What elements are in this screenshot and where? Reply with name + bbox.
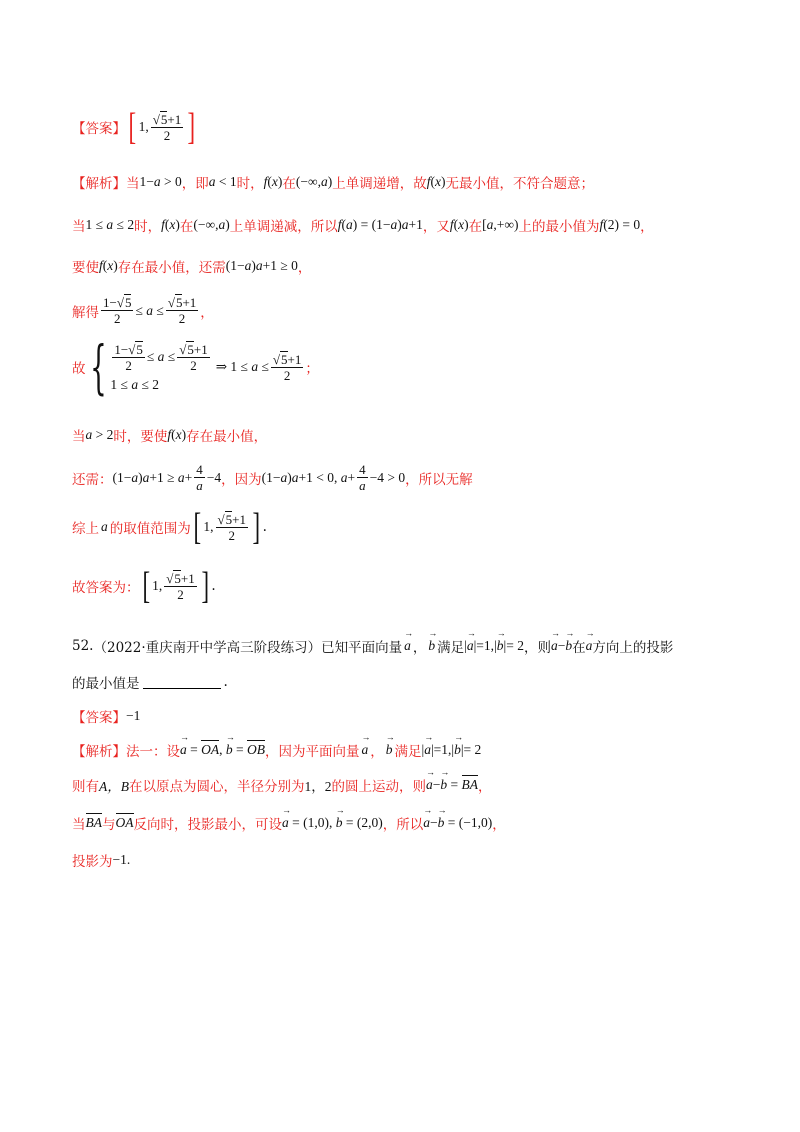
q52-analysis-line-1: 【解析】 法一：设 → a = OA, → b = OB ，因为平面向量 → a ， → b 满足 |→ a|=1,|→ b|= 2 [72, 740, 481, 760]
answer-value: −1 [126, 708, 141, 723]
q52-answer-line: 【答案】 −1 [72, 708, 141, 726]
q51-analysis-line-5: 故 { $\frac{1-√5}{2}$ ≤ a ≤ $\frac{√5+1}{2}$ 1 ≤ a ≤ 2 ⇒ 1 ≤ a ≤ $\frac{√5+1}{2}$ ； [72, 333, 319, 401]
q52-analysis-line-3: 当 BA 与 OA 反向时，投影最小，可设 → a = (1,0), → b = (2,0) ，所以 → a−→ b = (−1,0) ， [72, 813, 506, 833]
question-number: 52. [72, 638, 94, 654]
q51-analysis-line-7: 还需： (1−a)a+1 ≥ a+ $\frac{4}{a}$ −4 ，因为 (1−a)a+1 < 0, a+ $\frac{4}{a}$ −4 > 0 ，所以无解 [72, 462, 473, 493]
question-source: （2022·重庆南开中学高三阶段练习） [93, 640, 322, 656]
q52-analysis-line-4: 投影为 −1. [72, 852, 131, 870]
answer-blank [143, 676, 221, 689]
q51-analysis-line-9: 故答案为： [ 1, $\frac{√5+1}{2}$ ] . [72, 565, 216, 607]
q51-analysis-line-3: 要使 f(x) 存在最小值，还需 (1−a)a+1 ≥ 0 ， [72, 258, 312, 276]
q51-analysis-line-4: 解得 $\frac{1-√5}{2}$ ≤ a ≤ $\frac{√5+1}{2}$ ， [72, 295, 214, 326]
q51-analysis-line-6: 当 a > 2 时，要使 f(x) 存在最小值， [72, 427, 268, 445]
q51-analysis-line-1: 【解析】 当 1−a > 0 ，即 a < 1 时， f(x) 在 (−∞,a) 上单调递增，故 f(x) 无最小值，不符合题意； [72, 174, 595, 192]
q51-analysis-line-8: 综上 a 的取值范围为 [ 1, $\frac{√5+1}{2}$ ] . [72, 506, 267, 548]
q51-analysis-line-2: 当 1 ≤ a ≤ 2 时， f(x) 在 (−∞,a) 上单调递减，所以 f(a) = (1−a)a+1 ，又 f(x) 在 [a,+∞) 上的最小值为 f(2) = 0 ， [72, 217, 654, 235]
q52-stem-line-2: 的最小值是 . [72, 674, 228, 692]
q52-stem-line-1: 52. （2022·重庆南开中学高三阶段练习） 已知平面向量 → a ， → b 满足 |→ a|=1,|→ b|= 2 ，则 → a−→ b 在 → a 方向上的投影 [72, 636, 673, 656]
q51-answer-line: 【答案】 [ 1, $\frac{√5+1}{2}$ ] [72, 106, 196, 148]
answer-label: 【答案】 [72, 121, 126, 137]
q52-analysis-line-2: 则有 A，B 在以原点为圆心，半径分别为 1，2 的圆上运动，则 → a−→ b = BA ， [72, 775, 492, 795]
